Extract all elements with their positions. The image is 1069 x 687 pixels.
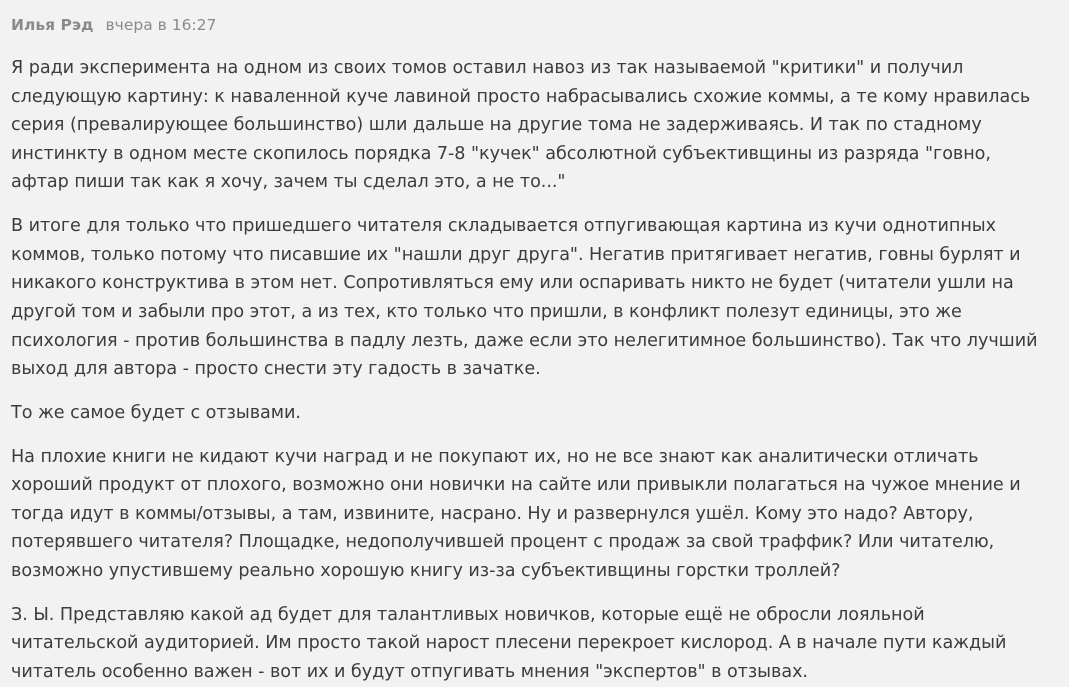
comment-paragraph: На плохие книги не кидают кучи наград и не покупают их, но не все знают как аналитически отличать хороший продукт от плохого, возможно они новички на сайте или привыкли полагаться на чужое мнение и тогда идут в коммы/отзывы, а там, извините, насрано. Ну и развернулся ушёл. Кому это надо? Автору, потерявшего читателя? Площадке, недополучившей процент с продаж за свой траффик? Или читателю, возможно упустившему реально хорошую книгу из-за субъективщины горстки троллей?	[11, 446, 1021, 582]
author-name[interactable]: Илья Рэд	[11, 16, 94, 34]
comment-paragraph: З. Ы. Представляю какой ад будет для талантливых новичков, которые ещё не обросли лояльной читательской аудиторией. Им просто такой нарост плесени перекроет кислород. А в начале пути каждый читатель особенно важен - вот их и будут отпугивать мнения "экспертов" в отзывах.	[11, 604, 1007, 683]
comment-body	[11, 54, 1045, 687]
comment-paragraph: То же самое будет с отзывами.	[11, 402, 301, 423]
comment-timestamp: вчера в 16:27	[105, 16, 217, 34]
comment-paragraph: Я ради эксперимента на одном из своих томов оставил навоз из так называемой "критики" и получил следующую картину: к наваленной куче лавиной просто набрасывались схожие коммы, а те кому нравилась серия (превалирующее большинство) шли дальше на другие тома не задерживаясь. И так по стадному инстинкту в одном месте скопилось порядка 7-8 "кучек" абсолютной субъективщины из разряда "говно, афтар пиши так как я хочу, зачем ты сделал это, а не то..."	[11, 58, 1031, 193]
comment-header	[11, 16, 1045, 46]
comment-paragraph: В итоге для только что пришедшего читателя складывается отпугивающая картина из кучи однотипных коммов, только потому что писавшие их "нашли друг друга". Негатив притягивает негатив, говны бурлят и никакого конструктива в этом нет. Сопротивляться ему или оспаривать никто не будет (читатели ушли на другой том и забыли про этот, а из тех, кто только что пришли, в конфликт полезут единицы, это же психология - против большинства в падлу лезть, даже если это нелегитимное большинство). Так что лучший выход для автора - просто снести эту гадость в зачатке.	[11, 216, 1038, 380]
